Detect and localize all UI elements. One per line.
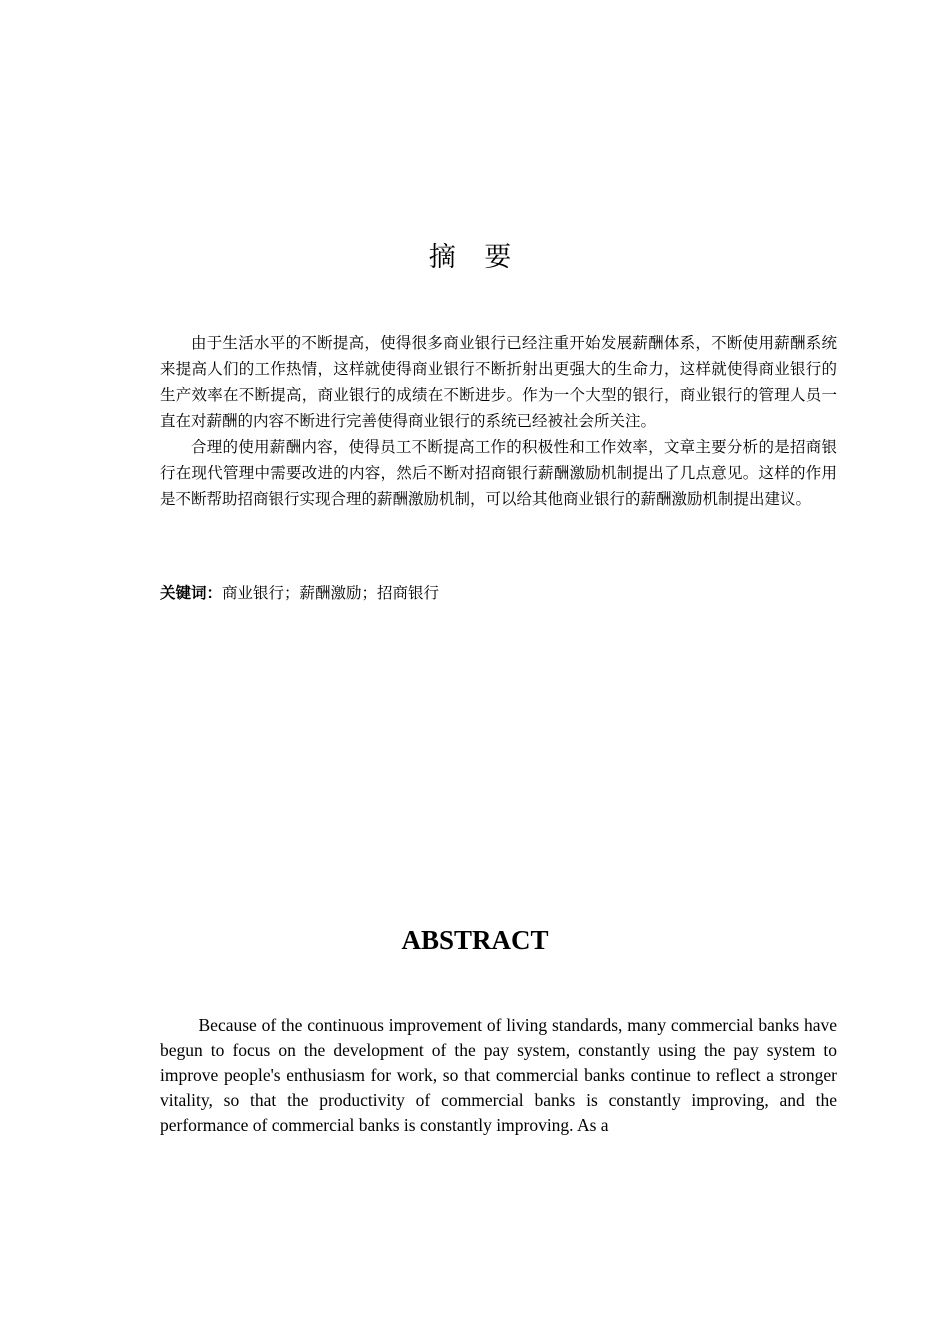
keywords-list: 商业银行；薪酬激励；招商银行: [222, 584, 440, 602]
english-abstract-paragraph: Because of the continuous improvement of living standards, many commercial banks have begun to focus on the development of the pay system, constantly using the pay system to improve people's enthusiasm for work, so that commercial banks continue to reflect a stronger vitality, so that the productivity of commercial banks is constantly improving, and the performance of commercial banks is constantly improving. As a: [160, 1015, 837, 1135]
english-abstract-title: ABSTRACT: [401, 925, 549, 955]
chinese-abstract-paragraph-1: 由于生活水平的不断提高，使得很多商业银行已经注重开始发展薪酬体系，不断使用薪酬系统来提高人们的工作热情，这样就使得商业银行不断折射出更强大的生命力，这样就使得商业银行的生产效率在不断提高，商业银行的成绩在不断进步。作为一个大型的银行，商业银行的管理人员一直在对薪酬的内容不断进行完善使得商业银行的系统已经被社会所关注。: [160, 334, 837, 430]
chinese-abstract-paragraph-2: 合理的使用薪酬内容，使得员工不断提高工作的积极性和工作效率，文章主要分析的是招商银行在现代管理中需要改进的内容，然后不断对招商银行薪酬激励机制提出了几点意见。这样的作用是不断帮助招商银行实现合理的薪酬激励机制，可以给其他商业银行的薪酬激励机制提出建议。: [160, 438, 837, 508]
keywords-label: 关键词：: [160, 584, 223, 602]
chinese-abstract-title: 摘 要: [428, 242, 522, 273]
chinese-abstract-body: [160, 330, 837, 512]
chinese-keywords: [160, 580, 837, 606]
